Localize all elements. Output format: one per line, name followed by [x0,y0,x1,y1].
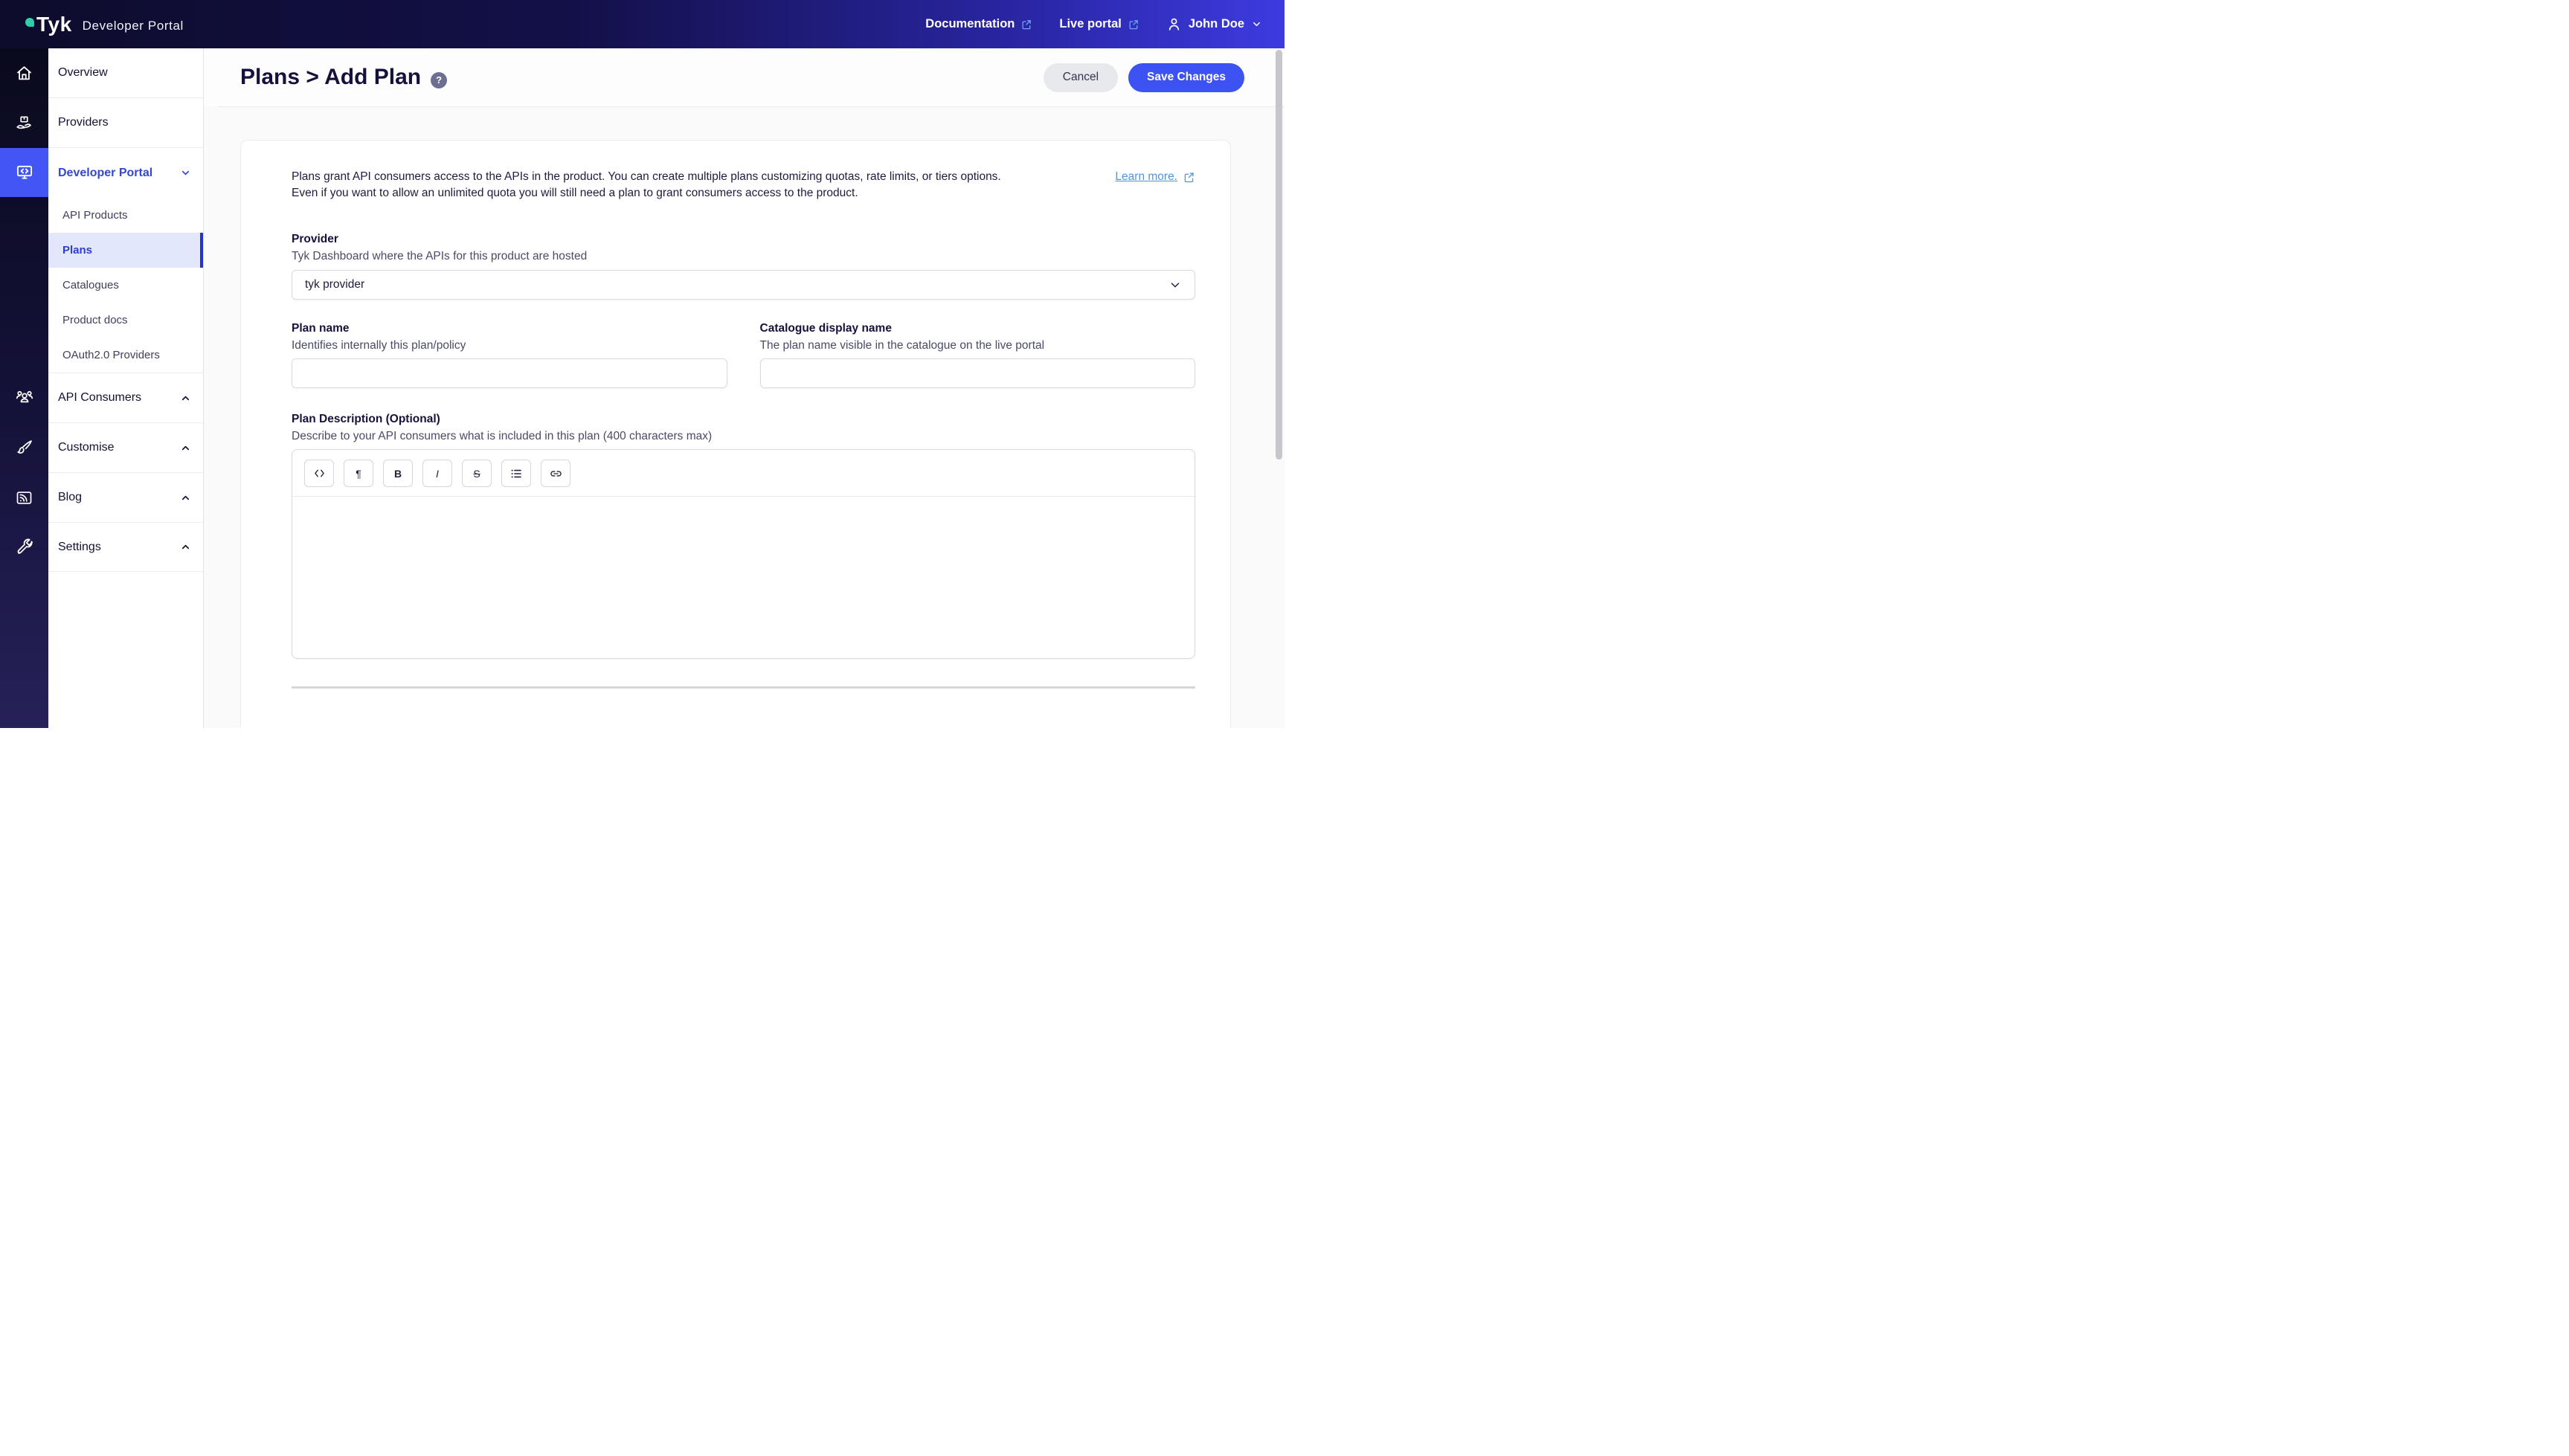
app-shell [0,48,1284,728]
learn-more-link[interactable]: Learn more. [1115,169,1195,185]
intro-text [292,169,1001,202]
sidebar-item-label: Blog [58,491,83,503]
rail-item-overview[interactable] [0,48,48,97]
provider-field-group [292,233,1195,300]
home-icon [14,63,34,83]
sidebar-item-label: Providers [58,116,109,129]
provider-label: Provider [292,233,338,245]
save-changes-button[interactable]: Save Changes [1128,63,1244,92]
sidebar-item-label: Overview [58,66,108,79]
sidebar-item-oauth-providers[interactable] [48,338,203,373]
user-name: John Doe [1188,17,1244,30]
sidebar-item-customise[interactable] [48,422,203,472]
content-area [204,107,1284,728]
chevron-down-icon [1168,278,1182,291]
plan-name-field-group [292,322,727,388]
italic-button[interactable] [422,460,452,487]
plan-description-field-group [292,413,1195,659]
top-bar [0,0,1284,48]
icon-rail [0,48,48,728]
provider-select-value: tyk provider [305,278,365,291]
bullet-list-button[interactable] [501,460,531,487]
plan-description-help: Describe to your API consumers what is included in this plan (400 characters max) [292,430,713,442]
rail-item-api-consumers[interactable] [0,373,48,422]
strikethrough-icon: S [473,467,480,480]
sidebar-item-product-docs[interactable] [48,303,203,338]
rail-item-blog[interactable] [0,473,48,522]
chevron-up-icon [180,393,191,404]
sidebar [48,48,204,728]
sidebar-item-api-consumers[interactable] [48,373,203,422]
catalogue-display-name-label: Catalogue display name [759,322,892,335]
page-actions [1044,63,1244,92]
sidebar-item-label: Catalogues [62,279,119,291]
list-icon [510,468,522,479]
documentation-link[interactable] [925,17,1032,31]
tyk-leaf-icon [25,18,34,27]
sidebar-item-catalogues[interactable] [48,268,203,303]
vertical-scrollbar[interactable] [1276,50,1282,460]
logo-text: Tyk [36,12,72,36]
sidebar-item-label: Settings [58,540,101,553]
sidebar-item-label: Plans [62,244,93,257]
section-divider [292,686,1195,689]
plan-description-label: Plan Description (Optional) [292,413,440,425]
providers-icon [14,113,34,133]
rail-item-providers[interactable] [0,98,48,147]
name-fields-row [292,322,1195,388]
sidebar-item-label: OAuth2.0 Providers [62,349,160,361]
developer-portal-icon [14,162,35,183]
settings-icon [14,537,35,558]
sidebar-item-label: Developer Portal [58,166,153,179]
live-portal-link[interactable] [1059,17,1139,31]
user-icon [1166,16,1182,32]
intro-line-2: Even if you want to allow an unlimited quota you will still need a plan to grant consumers access to the product. [292,187,858,199]
link-button[interactable] [541,460,570,487]
sidebar-item-label: API Consumers [58,391,142,404]
chevron-up-icon [180,442,191,454]
catalogue-display-name-input[interactable] [760,358,1196,388]
sidebar-item-label: Customise [58,441,115,454]
intro-section [292,169,1195,202]
plan-description-textarea[interactable] [292,497,1195,658]
sidebar-item-api-products[interactable] [48,198,203,233]
editor-toolbar [292,450,1195,497]
blog-icon [14,488,34,508]
external-link-icon [1128,19,1139,30]
help-icon[interactable]: ? [431,72,447,88]
page-header [204,48,1284,106]
rich-text-editor [292,449,1195,659]
rail-item-customise[interactable] [0,423,48,472]
provider-select[interactable] [292,270,1195,300]
external-link-icon [1183,171,1195,184]
plan-name-label: Plan name [292,322,350,335]
top-nav [925,16,1262,32]
brand [25,13,184,36]
sidebar-item-providers[interactable] [48,98,203,148]
link-icon [550,469,562,478]
add-plan-card [240,140,1231,728]
sidebar-item-label: Product docs [62,314,128,326]
sidebar-item-overview[interactable] [48,48,203,98]
sidebar-item-developer-portal[interactable] [48,148,203,198]
main-area [204,48,1284,728]
rail-item-settings[interactable] [0,523,48,572]
chevron-down-icon [180,167,191,178]
sidebar-item-settings[interactable] [48,522,203,572]
customise-icon [14,437,35,458]
catalogue-display-name-field-group [760,322,1196,388]
cancel-button[interactable]: Cancel [1044,63,1118,92]
strikethrough-button[interactable] [462,460,492,487]
plan-name-help: Identifies internally this plan/policy [292,339,466,352]
product-name: Developer Portal [82,18,184,33]
paragraph-icon: ¶ [356,467,361,480]
page-title: Plans > Add Plan ? [240,65,447,90]
catalogue-display-name-help: The plan name visible in the catalogue on the live portal [759,339,1045,352]
plan-name-input[interactable] [292,358,727,388]
paragraph-button[interactable] [344,460,373,487]
external-link-icon [1020,19,1032,30]
bold-button[interactable] [383,460,413,487]
user-menu[interactable] [1166,16,1262,32]
provider-help: Tyk Dashboard where the APIs for this product are hosted [292,250,588,262]
api-consumers-icon [14,387,35,408]
code-block-button[interactable] [304,460,334,487]
intro-line-1: Plans grant API consumers access to the APIs in the product. You can create multiple plans customizing quotas, rate limits, or tiers options. [292,170,1001,183]
live-portal-link-label: Live portal [1059,17,1122,30]
sidebar-item-label: API Products [62,209,128,222]
rail-item-developer-portal[interactable] [0,148,48,197]
chevron-down-icon [1251,19,1262,30]
chevron-up-icon [180,541,191,553]
bold-icon: B [393,467,402,480]
chevron-up-icon [180,492,191,503]
sidebar-item-plans[interactable] [48,233,203,268]
code-icon [314,468,325,478]
italic-icon: I [436,467,439,480]
sidebar-item-blog[interactable] [48,472,203,522]
documentation-link-label: Documentation [925,17,1015,30]
